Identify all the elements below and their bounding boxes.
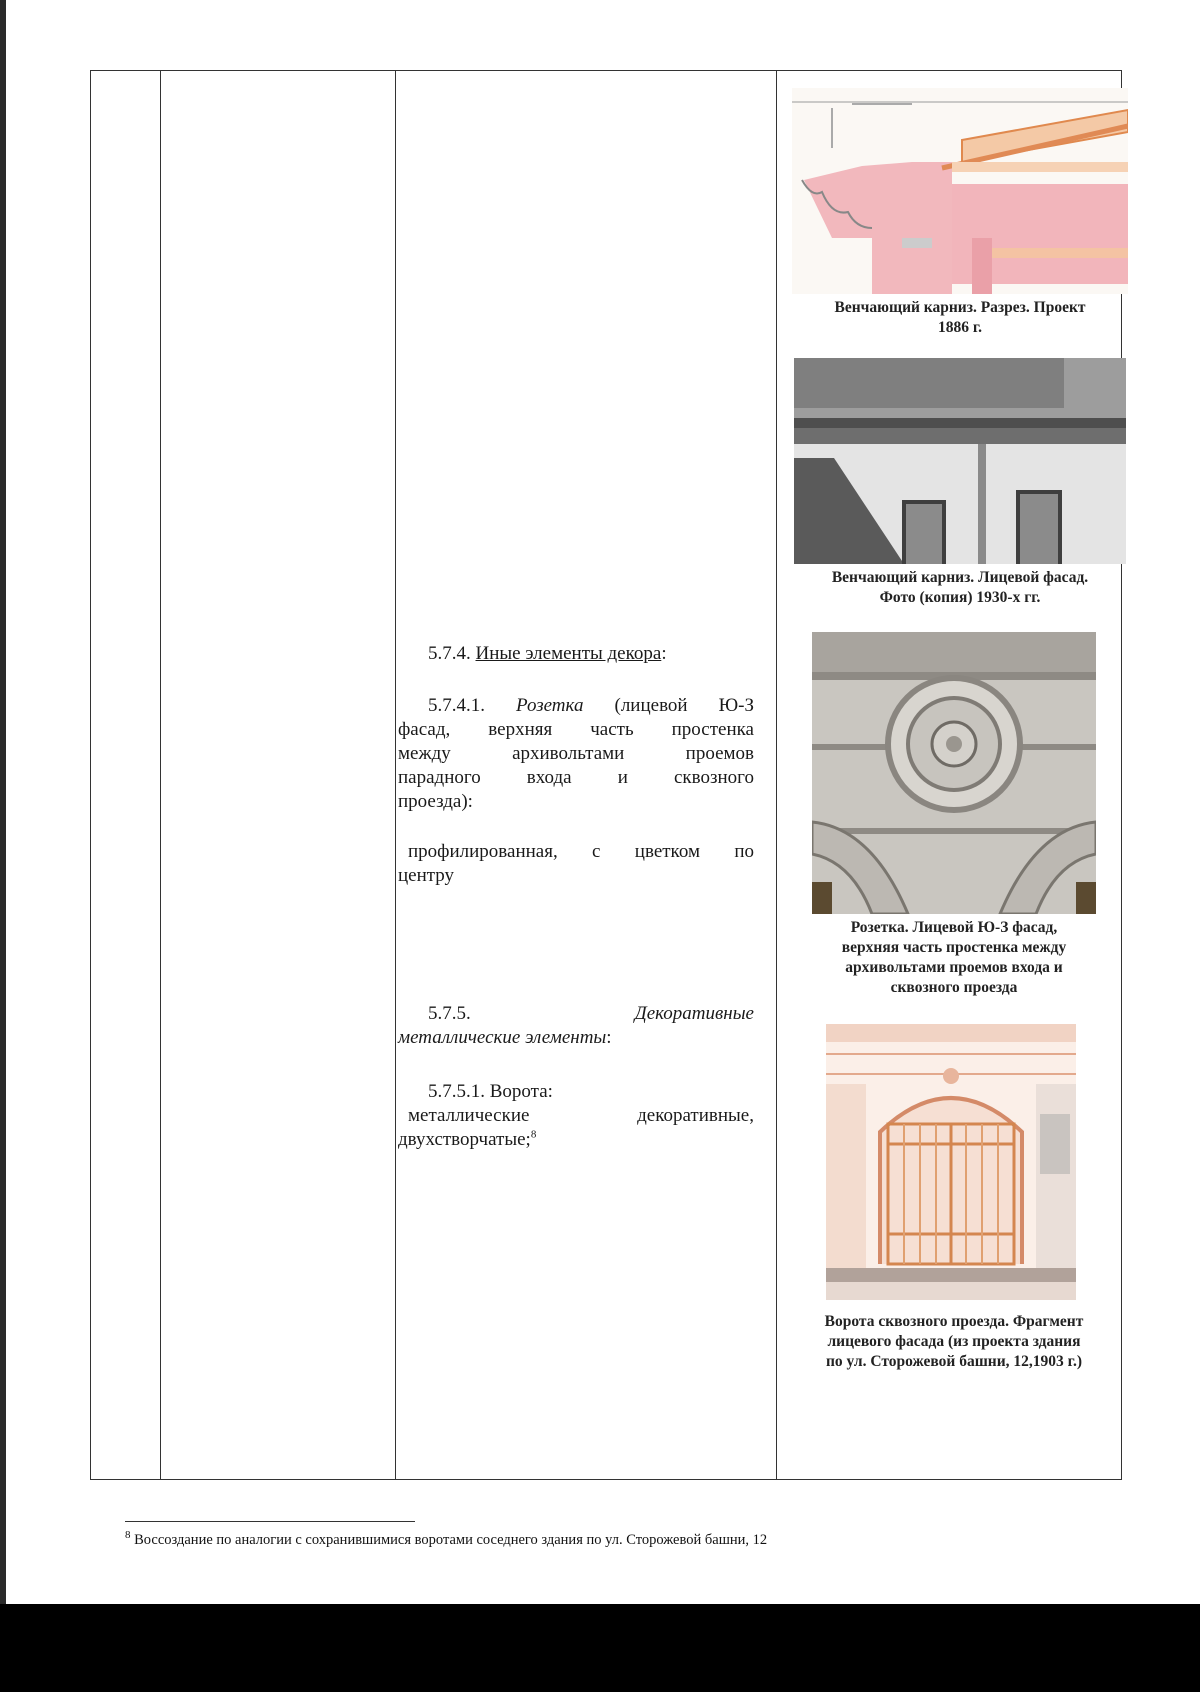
figure-caption: Венчающий карниз. Лицевой фасад. Фото (копия) 1930-х гг.	[831, 569, 1089, 606]
paragraph-5-7-5-1: 5.7.5.1. Ворота: металлические декоративные, двухстворчатые;$^8$	[398, 1081, 754, 1150]
figure-caption: Ворота сквозного проезда. Фрагмент лицевого фасада (из проекта здания по ул. Сторожевой башни, 12,1903 г.)	[824, 1313, 1084, 1370]
scan-edge	[0, 0, 6, 1692]
scan-bottom-band	[0, 1604, 1200, 1692]
figure-rosette-photo	[812, 632, 1096, 914]
figure-gate-drawing	[826, 1024, 1076, 1300]
figure-caption: Венчающий карниз. Разрез. Проект 1886 г.	[834, 299, 1086, 336]
figure-caption: Розетка. Лицевой Ю-З фасад, верхняя часть простенка между архивольтами проемов входа и сквозного проезда	[841, 919, 1067, 996]
footnote: $^8$ Воссоздание по аналогии с сохранившимися воротами соседнего здания по ул. Сторожевой башни, 12	[125, 1529, 768, 1548]
figure-cornice-photo	[794, 358, 1126, 564]
heading-5-7-5: 5.7.5. Декоративные металлические элементы:	[398, 1003, 754, 1048]
heading-5-7-4: 5.7.4. Иные элементы декора:	[428, 643, 667, 664]
figure-cornice-section	[792, 88, 1128, 294]
paragraph-5-7-4-1: 5.7.4.1. Розетка (лицевой Ю-З фасад, верхняя часть простенка между архивольтами проемов парадного входа и сквозного проезда): профилированная, с цветком по центру	[398, 695, 755, 886]
footnote-rule	[125, 1521, 415, 1522]
footnote-ref: 8	[530, 1128, 537, 1141]
